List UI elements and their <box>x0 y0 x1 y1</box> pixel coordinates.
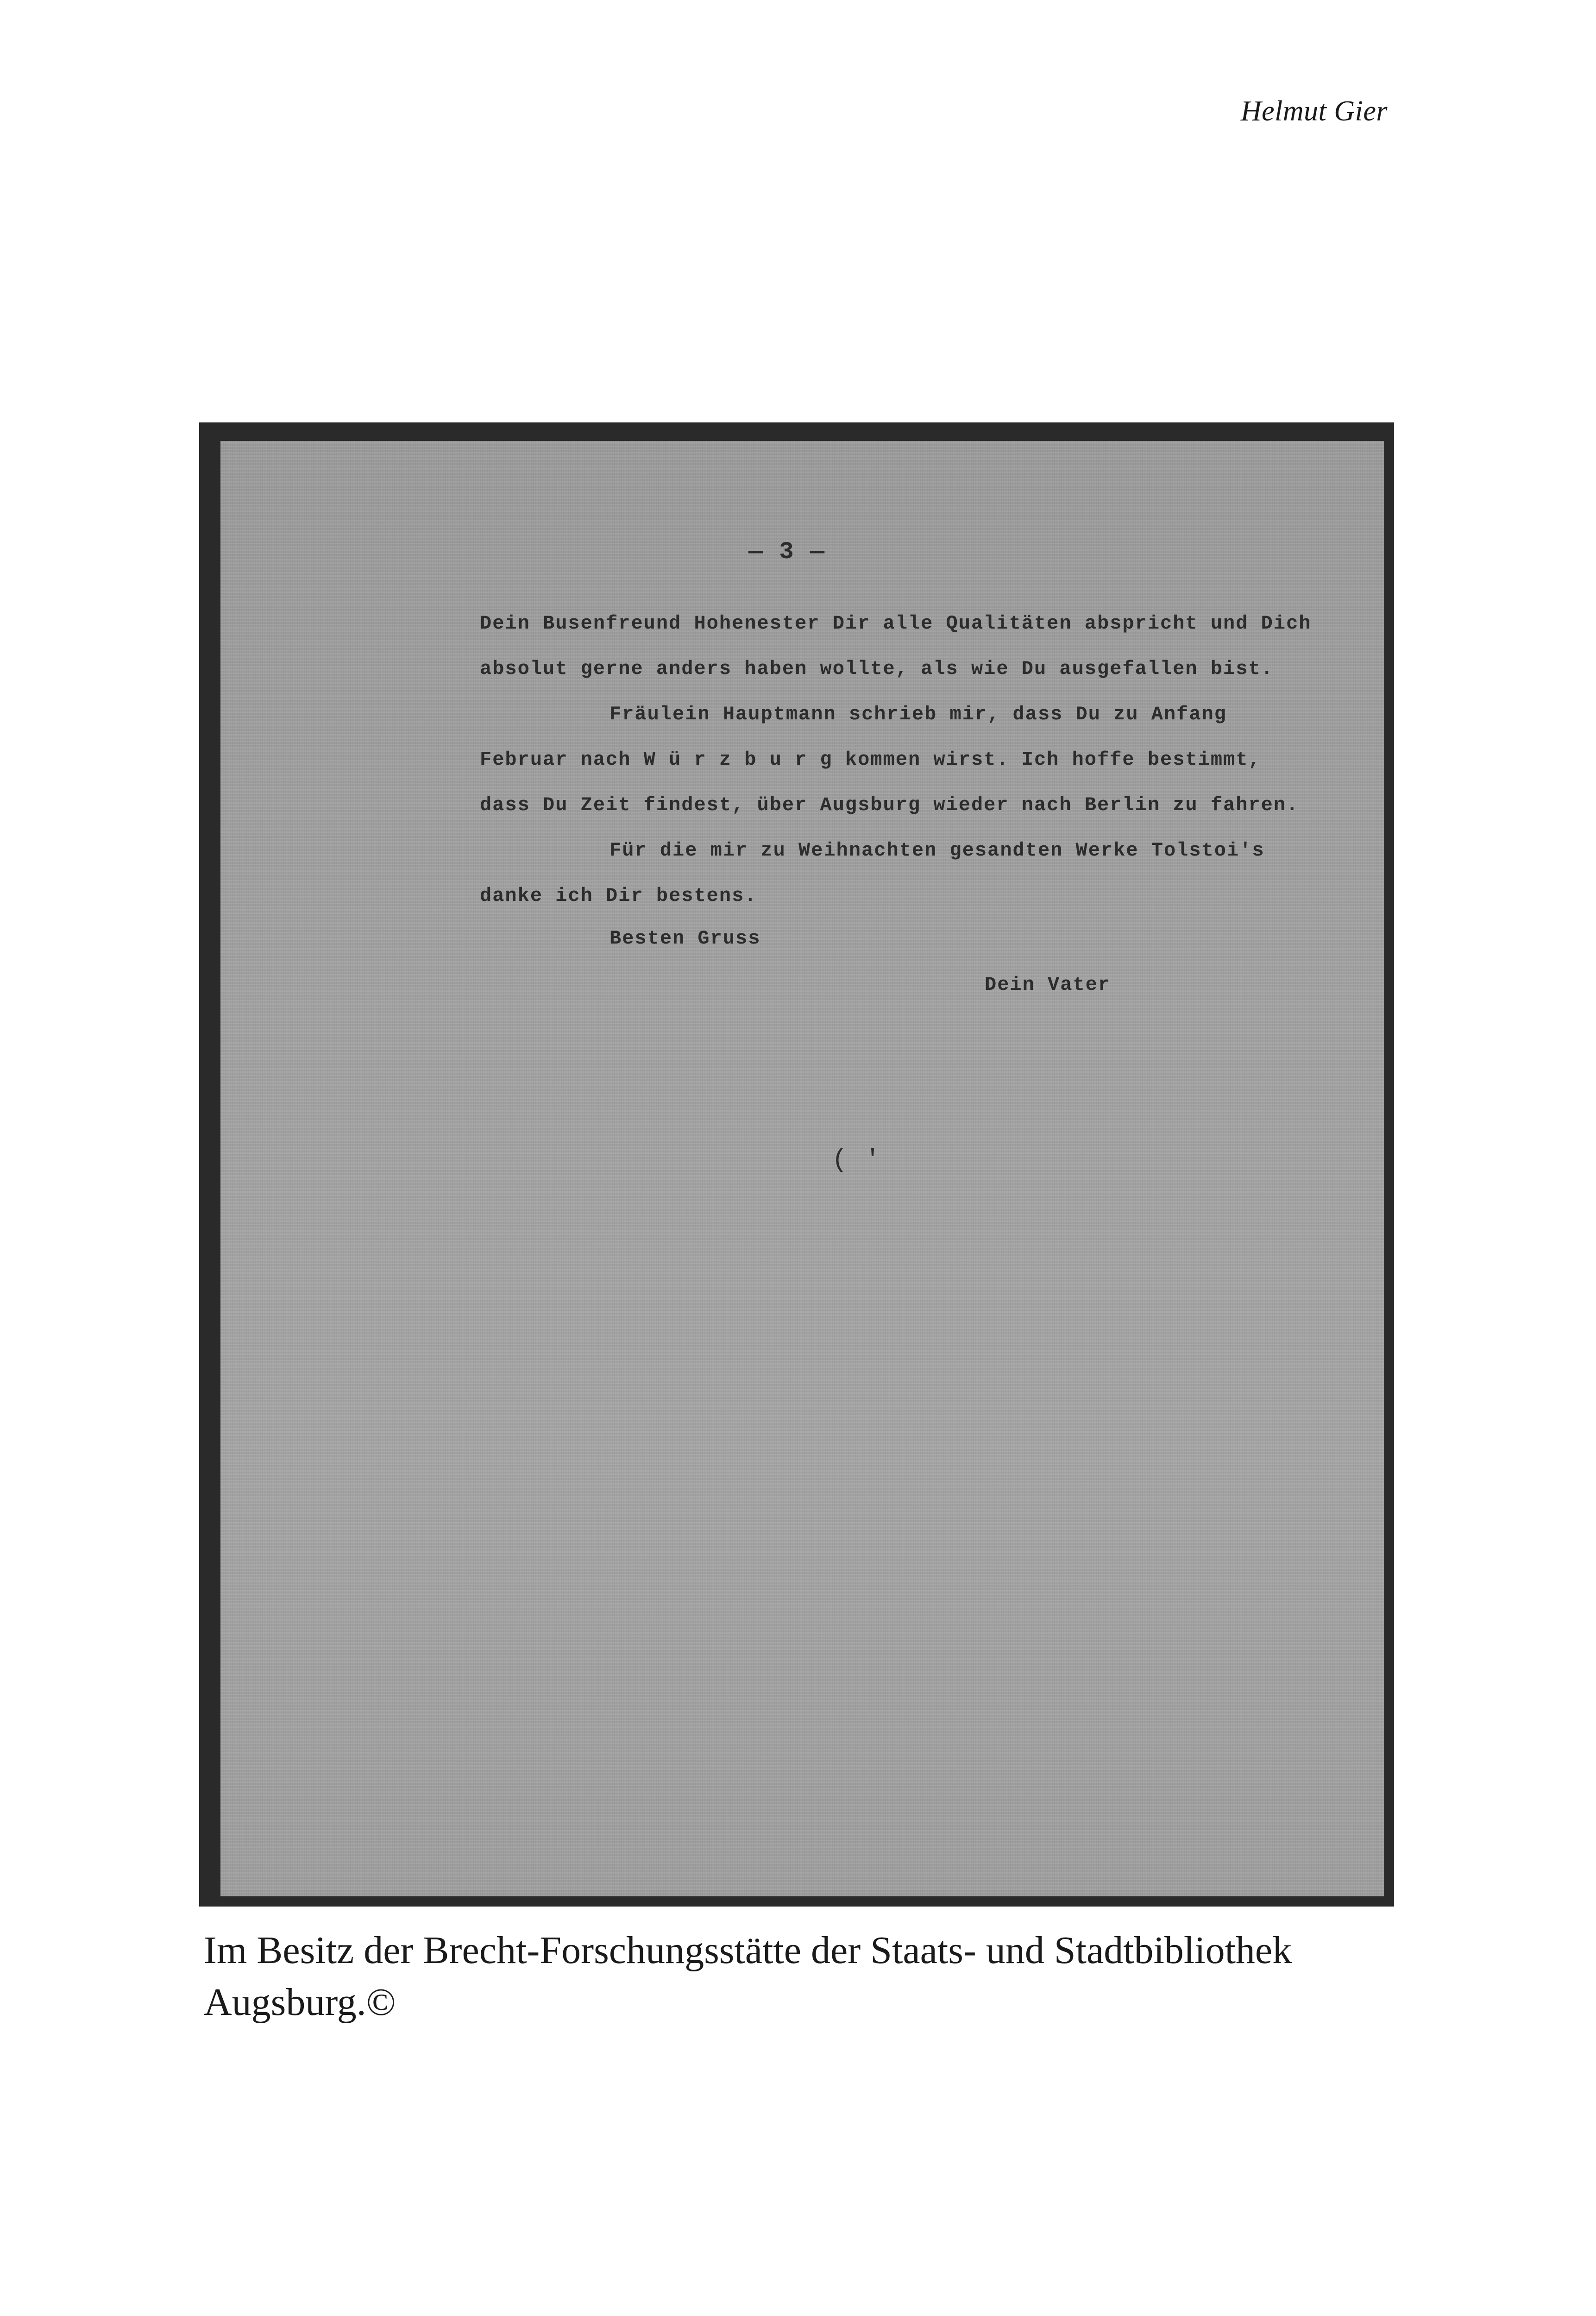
letter-closing: Besten Gruss <box>609 927 761 950</box>
letter-line: Februar nach W ü r z b u r g kommen wirst. Ich hoffe bestimmt, <box>480 749 1261 771</box>
letter-line: Für die mir zu Weihnachten gesandten Werke Tolstoi's <box>609 839 1265 862</box>
figure-caption: Im Besitz der Brecht-Forschungsstätte der Staats- und Stadtbibliothek Augsburg.© <box>204 1929 1292 2024</box>
letter-line: Fräulein Hauptmann schrieb mir, dass Du zu Anfang <box>609 703 1227 725</box>
running-head-author: Helmut Gier <box>1240 95 1388 127</box>
typed-letter <box>220 441 1384 1896</box>
handwritten-mark: ( ' <box>832 1145 881 1175</box>
letter-sheet <box>220 441 1384 1896</box>
letter-page-number: — 3 — <box>748 538 826 566</box>
letter-line: absolut gerne anders haben wollte, als wie Du ausgefallen bist. <box>480 658 1274 680</box>
letter-signature: Dein Vater <box>985 974 1111 996</box>
letter-line: Dein Busenfreund Hohenester Dir alle Qualitäten abspricht und Dich <box>480 612 1312 635</box>
letter-line: dass Du Zeit findest, über Augsburg wieder nach Berlin zu fahren. <box>480 794 1299 816</box>
letter-photograph <box>199 422 1394 1907</box>
letter-line: danke ich Dir bestens. <box>480 885 757 907</box>
